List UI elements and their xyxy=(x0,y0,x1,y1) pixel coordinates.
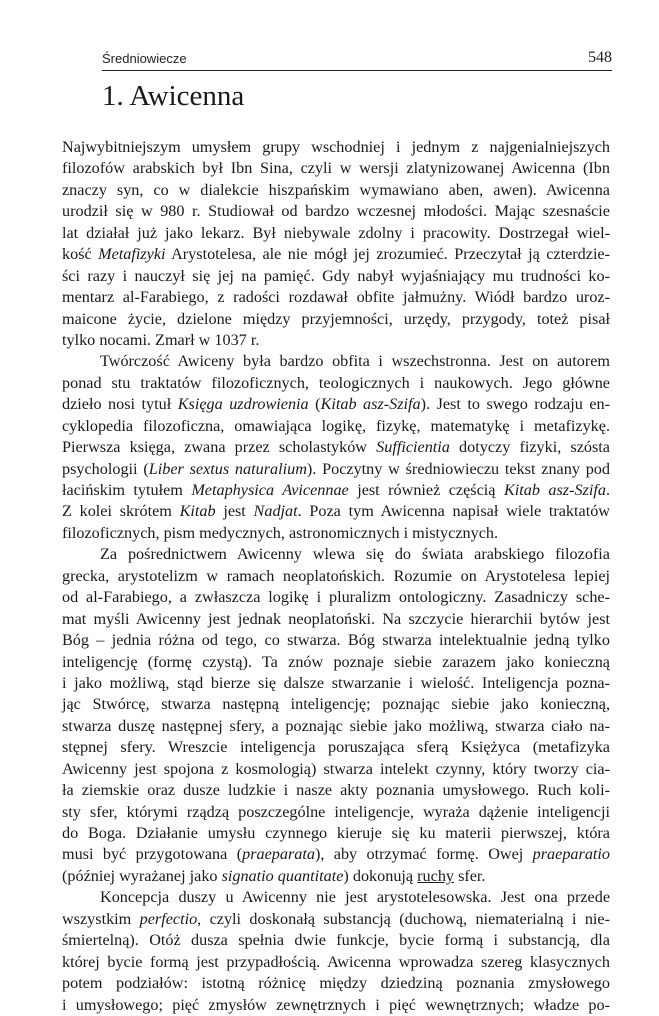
text-line: inteligencję (formę czystą). Ta znów poznaje siebie zarazem jako konieczną xyxy=(62,652,610,671)
text-line: śmiertelną). Otóż dusza spełnia dwie funkcje, bycie formą i substancją, dla xyxy=(62,931,610,950)
paragraph xyxy=(62,887,610,1016)
text-line: do Boga. Działanie umysłu czynnego kieruje się ku materii pierwszej, która xyxy=(62,824,610,842)
text-line: urodził się w 980 r. Studiował od bardzo wczesnej młodości. Mając szesnaście xyxy=(62,202,610,221)
text-line: stępnej sfery. Wreszcie inteligencja poruszająca sferą Księżyca (metafizyka xyxy=(62,738,610,757)
text-line: ła ziemskie oraz dusze ludzkie i nasze akty poznania umysłowego. Ruch koli- xyxy=(62,781,610,800)
text-line: wszystkim perfectio, czyli doskonałą substancją (duchową, niematerialną i nie- xyxy=(62,909,610,928)
text-line: Twórczość Awiceny była bardzo obfita i wszechstronna. Jest on autorem xyxy=(100,352,610,371)
paragraph xyxy=(62,544,610,887)
text-line: (później wyrażanej jako signatio quantitate) dokonują ruchy sfer. xyxy=(62,866,486,885)
text-line: potem podziałów: istotną różnicę między dziedziną poznania zmysłowego xyxy=(62,974,610,993)
text-line: ści razy i nauczył się jej na pamięć. Gdy nabył wyjaśniający mu trudności ko- xyxy=(62,266,610,285)
text-line: Awicenny jest spojona z kosmologią) stwarza intelekt czynny, który tworzy cia- xyxy=(62,759,610,778)
paragraph xyxy=(62,351,610,544)
text-line: Pierwsza księga, zwana przez scholastyków Sufficientia dotyczy fizyki, szósta xyxy=(62,438,610,457)
page-number: 548 xyxy=(588,49,612,66)
text-line: ponad stu traktatów filozoficznych, teologicznych i naukowych. Jego główne xyxy=(62,373,610,392)
text-line: psychologii (Liber sextus naturalium). Poczytny w średniowieczu tekst znany pod xyxy=(62,459,610,478)
text-line: filozofów arabskich był Ibn Sina, czyli w wersji zlatynizowanej Awicenna (Ibn xyxy=(62,159,610,178)
text-line: stwarza duszę następnej sfery, a poznając siebie jako możliwą, stwarza ciało na- xyxy=(62,716,610,735)
text-line: filozoficznych, pism medycznych, astronomicznych i mistycznych. xyxy=(62,523,499,542)
text-line: kość Metafizyki Arystotelesa, ale nie mógł jej zrozumieć. Przeczytał ją czterdzie- xyxy=(62,245,611,264)
text-line: musi być przygotowana (praeparata), aby otrzymać formę. Owej praeparatio xyxy=(62,845,610,864)
text-line: znaczy syn, co w dialekcie hiszpańskim wymawiano aben, awen). Awicenna xyxy=(62,180,610,199)
text-line: Z kolei skrótem Kitab jest Nadjat. Poza tym Awicenna napisał wiele traktatów xyxy=(62,502,610,521)
text-line: lat działał już jako lekarz. Był niebywale zdolny i pracowity. Dostrzegał wiel- xyxy=(62,223,610,242)
text-line: Bóg – jednia różna od tego, co stwarza. Bóg stwarza intelektualnie jedną tylko xyxy=(62,631,610,650)
text-line: łacińskim tytułem Metaphysica Avicennae jest również częścią Kitab asz-Szifa. xyxy=(62,481,610,499)
text-line: mentarz al-Farabiego, z radości rozdawał obfite jałmużny. Wiódł bardzo uroz- xyxy=(62,288,610,307)
text-line: jąc Stwórcę, stwarza następną inteligencję; poznając siebie jako konieczną, xyxy=(62,695,610,714)
text-line: sty sfer, którymi rządzą poszczególne inteligencje, wyraża dążenie inteligencji xyxy=(62,802,610,821)
text-line: której bycie formą jest przypadłością. Awicenna wprowadza szereg klasycznych xyxy=(62,952,610,971)
text-line: dzieło nosi tytuł Księga uzdrowienia (Kitab asz-Szifa). Jest to swego rodzaju en- xyxy=(62,395,611,414)
text-line: i umysłowego; pięć zmysłów zewnętrznych i pięć wewnętrznych; władze po- xyxy=(62,995,610,1014)
text-line: Najwybitniejszym umysłem grupy wschodniej i jednym z najgenialniejszych xyxy=(62,138,610,156)
text-line: od al-Farabiego, a zwłaszcza logikę i pluralizm ontologiczny. Zasadniczy sche- xyxy=(62,588,610,607)
text-line: mat myśli Awicenny jest jednak neoplatoński. Na szczycie hierarchii bytów jest xyxy=(62,609,610,628)
chapter-title: 1. Awicenna xyxy=(102,80,245,112)
body-text xyxy=(62,137,610,1016)
text-line: tylko nocami. Zmarł w 1037 r. xyxy=(62,330,260,349)
text-line: i jako możliwą, stąd bierze się dalsze stwarzanie i wielość. Inteligencja pozna- xyxy=(62,673,610,692)
paragraph xyxy=(62,137,610,351)
running-head xyxy=(102,48,612,71)
text-line: cyklopedia filozoficzna, omawiająca logikę, fizykę, matematykę i metafizykę. xyxy=(62,416,610,435)
text-line: grecka, arystotelizm w ramach neoplatońskich. Rozumie on Arystotelesa lepiej xyxy=(62,566,610,585)
text-line: Za pośrednictwem Awicenny wlewa się do świata arabskiego filozofia xyxy=(100,545,610,564)
text-line: maicone życie, dzielone między przyjemności, urzędy, przygody, toteż pisał xyxy=(62,309,610,328)
text-line: Koncepcja duszy u Awicenny nie jest arystotelesowska. Jest ona przede xyxy=(100,888,610,907)
running-head-title: Średniowiecze xyxy=(102,51,187,66)
